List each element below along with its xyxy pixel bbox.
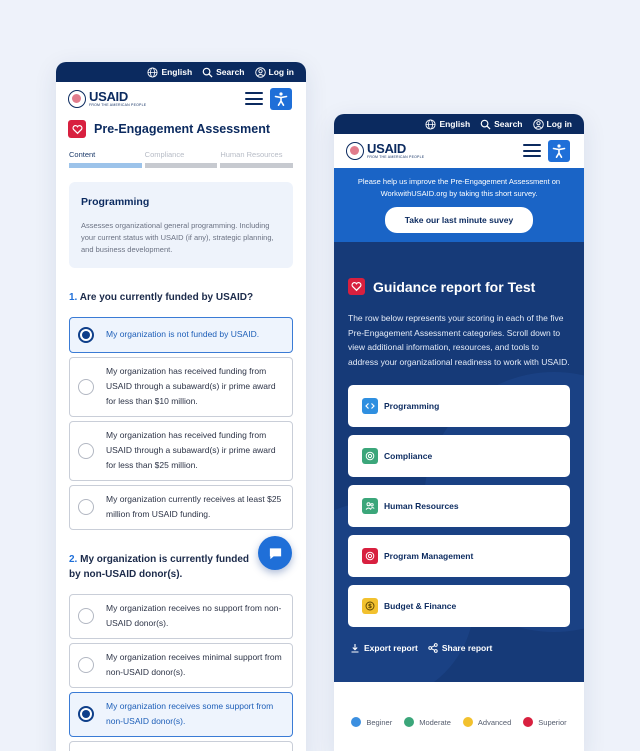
- option-text: My organization is not funded by USAID.: [106, 329, 260, 340]
- legend-label: Beginer: [366, 717, 393, 727]
- legend-item: [523, 717, 566, 727]
- logo-text: USAID: [367, 141, 406, 157]
- language-label: English: [161, 67, 193, 77]
- site-header: [56, 82, 306, 116]
- radio-button[interactable]: [78, 379, 94, 395]
- radio-button[interactable]: [78, 499, 94, 515]
- section-info-card: [69, 182, 293, 268]
- category-label: Compliance: [384, 451, 433, 462]
- step-bar: [220, 163, 293, 168]
- category-label: Programming: [384, 401, 440, 412]
- legend-label: Moderate: [419, 717, 451, 727]
- menu-icon[interactable]: [523, 144, 541, 157]
- category-programming[interactable]: [348, 385, 570, 427]
- answer-option[interactable]: [69, 357, 293, 417]
- legend-dot: [351, 717, 361, 727]
- option-text: My organization receives some support from non-USAID donor(s).: [106, 701, 274, 726]
- option-text: My organization currently receives at least $25 million from USAID funding.: [106, 494, 282, 519]
- answer-option[interactable]: [69, 594, 293, 639]
- chat-button[interactable]: [258, 536, 292, 570]
- assessment-phone: [56, 62, 306, 751]
- question-number: 1.: [69, 292, 78, 303]
- step-bar: [145, 163, 218, 168]
- option-text: My organization receives no support from non-USAID donor(s).: [106, 603, 282, 628]
- dollar-icon: [362, 598, 378, 614]
- login-link[interactable]: [255, 67, 295, 78]
- radio-button[interactable]: [78, 608, 94, 624]
- category-human-resources[interactable]: [348, 485, 570, 527]
- legend-dot: [404, 717, 414, 727]
- share-icon: [428, 643, 438, 653]
- step-label: Content: [69, 150, 96, 159]
- usaid-logo[interactable]: [68, 90, 146, 108]
- question-text: My organization is currently funded by non-USAID donor(s).: [69, 553, 250, 580]
- survey-prompt: Please help us improve the Pre-Engagement Assessment on WorkwithUSAID.org by taking this short survey.: [357, 177, 561, 198]
- legend-item: [351, 717, 392, 727]
- search-label: Search: [494, 119, 523, 129]
- heart-icon: [68, 120, 86, 138]
- report-title-row: [348, 278, 570, 295]
- answer-option[interactable]: [69, 421, 293, 481]
- legend-dot: [523, 717, 533, 727]
- target-icon: [362, 448, 378, 464]
- target-icon: [362, 548, 378, 564]
- score-legend: [334, 702, 584, 742]
- category-budget-finance[interactable]: [348, 585, 570, 627]
- question-number: 2.: [69, 553, 78, 565]
- chat-icon: [268, 546, 283, 561]
- legend-label: Advanced: [477, 717, 512, 727]
- radio-button[interactable]: [78, 327, 94, 343]
- progress-steps: [56, 150, 306, 168]
- search-link[interactable]: [202, 67, 244, 78]
- language-label: English: [439, 119, 471, 129]
- heart-icon: [348, 278, 365, 295]
- question-1: [56, 290, 306, 306]
- question-text: Are you currently funded by USAID?: [79, 292, 254, 303]
- answer-option[interactable]: [69, 485, 293, 530]
- logo-tagline: FROM THE AMERICAN PEOPLE: [89, 103, 147, 108]
- step-human-resources[interactable]: [220, 150, 293, 168]
- step-content[interactable]: [69, 150, 142, 168]
- search-link[interactable]: [480, 119, 522, 130]
- login-link[interactable]: [533, 119, 573, 130]
- option-text: My organization has received funding from USAID through a subaward(s) ir prime award for less than $10 million.: [106, 366, 276, 406]
- user-icon: [533, 119, 544, 130]
- category-program-management[interactable]: [348, 535, 570, 577]
- login-label: Log in: [268, 67, 294, 77]
- step-label: Human Resources: [220, 150, 283, 159]
- option-text: My organization receives minimal support from non-USAID donor(s).: [106, 652, 282, 677]
- export-report-button[interactable]: [350, 643, 418, 653]
- answer-option[interactable]: [69, 692, 293, 737]
- category-list: [348, 385, 570, 627]
- logo-tagline: FROM THE AMERICAN PEOPLE: [367, 155, 425, 160]
- legend-label: Superior: [538, 717, 567, 727]
- category-label: Budget & Finance: [384, 601, 457, 612]
- report-title: Guidance report for Test: [373, 278, 536, 295]
- globe-icon: [425, 119, 436, 130]
- user-icon: [255, 67, 266, 78]
- category-compliance[interactable]: [348, 435, 570, 477]
- report-actions: [348, 643, 570, 653]
- share-report-button[interactable]: [428, 643, 493, 653]
- utility-bar: [334, 114, 584, 134]
- assessment-title-row: [56, 116, 306, 138]
- guidance-report: [334, 242, 584, 682]
- login-label: Log in: [546, 119, 572, 129]
- answer-option[interactable]: [69, 741, 293, 751]
- accessibility-icon: [273, 91, 289, 107]
- accessibility-button[interactable]: [548, 140, 570, 162]
- step-label: Compliance: [144, 150, 185, 159]
- section-heading: Programming: [81, 196, 150, 208]
- answer-option[interactable]: [69, 317, 293, 353]
- answer-option[interactable]: [69, 643, 293, 688]
- language-selector[interactable]: [425, 119, 470, 130]
- legend-item: [404, 717, 451, 727]
- export-label: Export report: [364, 643, 418, 654]
- page-title: Pre-Engagement Assessment: [94, 122, 270, 136]
- section-description: Assesses organizational general programming. Including your current status with USAID (if any), strategic planning, and business development.: [81, 221, 274, 254]
- usaid-logo[interactable]: [346, 142, 424, 160]
- radio-button[interactable]: [78, 443, 94, 459]
- site-header: [334, 134, 584, 168]
- code-icon: [362, 398, 378, 414]
- download-icon: [350, 643, 360, 653]
- radio-button[interactable]: [78, 657, 94, 673]
- share-label: Share report: [441, 643, 493, 654]
- usaid-seal-icon: [68, 90, 86, 108]
- usaid-seal-icon: [346, 142, 364, 160]
- legend-dot: [463, 717, 473, 727]
- report-description: The row below represents your scoring in each of the five Pre-Engagement Assessment categories. Scroll down to view additional information, resources, and tools to address your organizational readiness to work with USAID.: [348, 313, 570, 367]
- people-icon: [362, 498, 378, 514]
- accessibility-button[interactable]: [270, 88, 292, 110]
- report-phone: [334, 114, 584, 751]
- legend-item: [463, 717, 511, 727]
- search-icon: [480, 119, 491, 130]
- language-selector[interactable]: [147, 67, 192, 78]
- survey-button[interactable]: Take our last minute suvey: [385, 207, 533, 233]
- search-icon: [202, 67, 213, 78]
- accessibility-icon: [551, 143, 567, 159]
- svg-text:$: $: [367, 603, 373, 611]
- menu-icon[interactable]: [245, 92, 263, 105]
- search-label: Search: [216, 67, 245, 77]
- globe-icon: [147, 67, 158, 78]
- step-bar: [69, 163, 142, 168]
- category-label: Program Management: [384, 551, 474, 562]
- category-label: Human Resources: [384, 501, 459, 512]
- step-compliance[interactable]: [145, 150, 218, 168]
- radio-button[interactable]: [78, 706, 94, 722]
- survey-banner: [334, 168, 584, 242]
- logo-text: USAID: [89, 89, 128, 105]
- option-text: My organization has received funding from USAID through a subaward(s) ir prime award for less than $25 million.: [106, 430, 276, 470]
- utility-bar: [56, 62, 306, 82]
